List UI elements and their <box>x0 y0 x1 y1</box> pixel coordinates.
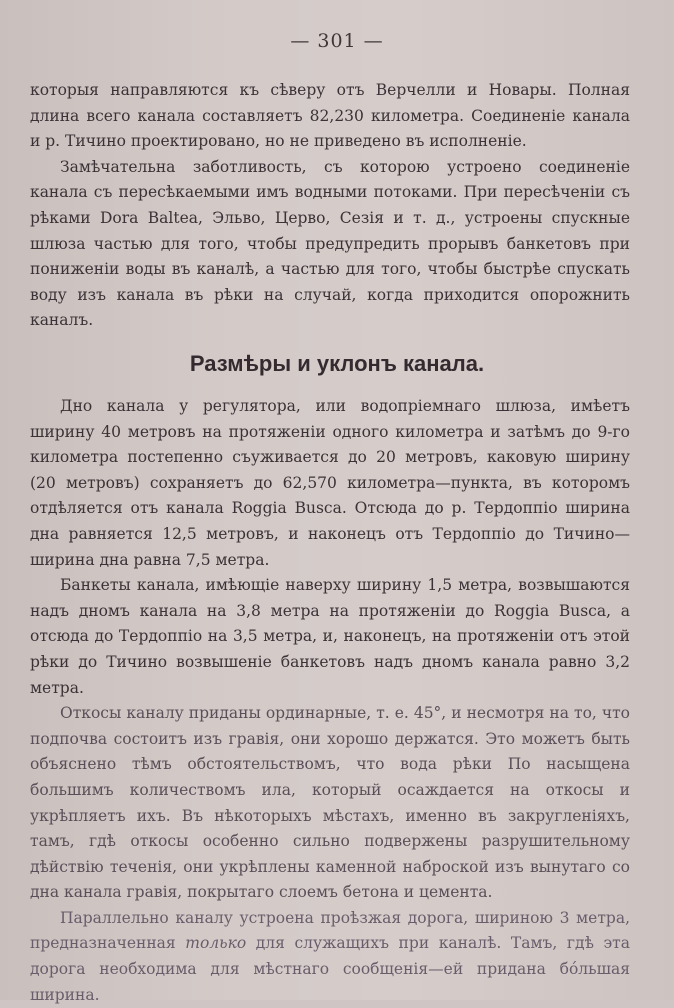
paragraph-banks: Банкеты канала, имѣющіе наверху ширину 1,5 метра, возвышаются надъ дномъ канала на 3,8 метра на протяженіи до Roggia Busca, а отсюда до Тердоппіо на 3,5 метра, и, наконецъ, на протяженіи отъ этой рѣки до Тичино возвышеніе банкетовъ надъ дномъ канала равно 3,2 метра. <box>30 576 630 697</box>
paragraph-slopes: Откосы каналу приданы ординарные, т. е. 45°, и несмотря на то, что подпочва состоитъ изъ гравія, они хорошо держатся. Это можетъ быть объяснено тѣмъ обстоятельствомъ, что вода рѣки По насыщена большимъ количествомъ ила, который осаждается на откосы и укрѣпляетъ ихъ. Въ нѣкоторыхъ мѣстахъ, именно въ закругленіяхъ, тамъ, гдѣ откосы особенно сильно подвержены разрушительному дѣйствію теченія, они укрѣплены каменной наброской изъ вынутаго со дна канала гравія, покрытаго слоемъ бетона и цемента. <box>30 704 630 902</box>
paragraph-bottom-width: Дно канала у регулятора, или водопріемнаго шлюза, имѣетъ ширину 40 метровъ на протяженіи одного километра и затѣмъ до 9-го километра постепенно съуживается до 20 метровъ, каковую ширину (20 метровъ) сохраняетъ до 62,570 километра—пункта, въ которомъ отдѣляется отъ канала Roggia Busca. Отсюда до р. Тердоппіо ширина дна равняется 12,5 метровъ, и наконецъ отъ Тердоппіо до Тичино—ширина дна равна 7,5 метра. <box>30 397 630 569</box>
section-heading: Размѣры и уклонъ канала. <box>189 351 485 376</box>
paragraph-connections: Замѣчательна заботливость, съ которою устроено соединеніе канала съ пересѣкаемыми имъ водными потоками. При пересѣченіи съ рѣками Dora Baltea, Эльво, Церво, Сезія и т. д., устроены спускные шлюза частью для того, чтобы предупредить прорывъ банкетовъ при пониженіи воды въ каналѣ, а частью для того, чтобы быстрѣе спускать воду изъ канала въ рѣки на случай, когда приходится опорожнить каналъ. <box>30 157 630 330</box>
paragraph-continuation: которыя направляются къ сѣверу отъ Верчелли и Новары. Полная длина всего канала составляетъ 82,230 километра. Соединеніе канала и р. Тичино проектировано, но не приведено въ исполненіе. <box>30 81 630 151</box>
paragraph-road <box>30 906 630 1008</box>
road-text-end: для служащихъ при каналѣ. Тамъ, гдѣ эта дорога необходима для мѣстнаго сообщенія—ей придана бóльшая ширина. <box>30 934 630 1004</box>
page-number: — 301 — <box>290 30 384 52</box>
section-dimensions <box>30 394 630 1008</box>
section-intro <box>30 78 630 334</box>
road-text-emphasis: только <box>185 934 247 953</box>
road-text-start: Параллельно каналу устроена проѣзжая дорога, шириною 3 метра, предназначенная <box>30 908 630 953</box>
